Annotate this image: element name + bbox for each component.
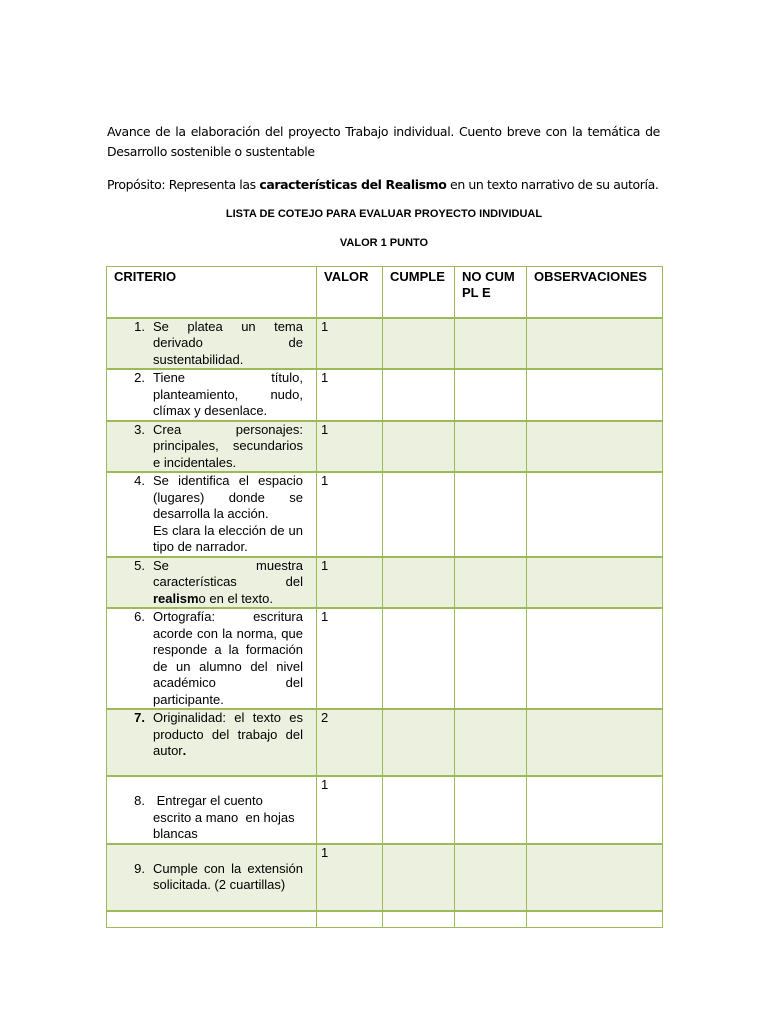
- observaciones-cell: [527, 776, 663, 844]
- criterion-number: 2.: [134, 370, 145, 385]
- criterion-text: Entregar el cuento escrito a mano en hojas blancas: [153, 793, 299, 841]
- observaciones-cell: [527, 709, 663, 776]
- criterion-cell: [107, 472, 317, 557]
- criterion-text-bold: realism: [153, 590, 199, 606]
- criterion-cell: [107, 608, 317, 709]
- value-title: VALOR 1 PUNTO: [339, 237, 429, 249]
- criterion-cell: [107, 911, 317, 928]
- table-row: [107, 472, 663, 557]
- criterion-number: 4.: [134, 473, 145, 488]
- intro-paragraph: Avance de la elaboración del proyecto Trabajo individual. Cuento breve con la temática de Desarrollo sostenible o sustentable: [107, 124, 660, 159]
- criterion-text: [153, 558, 303, 608]
- no-cumple-cell: [455, 608, 527, 709]
- no-cumple-cell: [455, 709, 527, 776]
- header-no-cumple: NO CUMPL E: [455, 267, 527, 318]
- cumple-cell: [383, 911, 455, 928]
- criterion-number: 7.: [134, 710, 145, 725]
- criterion-text-bold: .: [182, 743, 187, 758]
- cumple-cell: [383, 608, 455, 709]
- criterion-cell: [107, 318, 317, 370]
- value-cell: 1: [317, 608, 383, 709]
- criterion-text: [153, 710, 303, 760]
- criterion-text-part1: Se identifica el espacio (lugares) donde se desarrolla la acción.: [153, 473, 303, 521]
- criterion-text: Tiene título, planteamiento, nudo, clímax y desenlace.: [153, 370, 303, 418]
- table-row: [107, 369, 663, 421]
- checklist-table: [106, 266, 663, 928]
- table-row: [107, 844, 663, 911]
- header-observaciones: OBSERVACIONES: [527, 267, 663, 318]
- criterion-text: Cumple con la extensión solicitada. (2 cuartillas): [153, 860, 303, 892]
- value-cell: 1: [317, 421, 383, 473]
- value-cell: 1: [317, 776, 383, 844]
- value-cell: 1: [317, 369, 383, 421]
- cumple-cell: [383, 776, 455, 844]
- header-valor: VALOR: [317, 267, 383, 318]
- cumple-cell: [383, 472, 455, 557]
- table-row: [107, 421, 663, 473]
- cumple-cell: [383, 318, 455, 370]
- observaciones-cell: [527, 318, 663, 370]
- checklist-title: LISTA DE COTEJO PARA EVALUAR PROYECTO INDIVIDUAL: [225, 208, 543, 220]
- criterion-text-part1: Originalidad: el texto es producto del trabajo del autor: [153, 710, 303, 758]
- table-row: [107, 318, 663, 370]
- cumple-cell: [383, 557, 455, 609]
- criterion-text: Ortografía: escritura acorde con la norma, que responde a la formación de un alumno del nivel académico del participante.: [153, 609, 303, 707]
- table-row: [107, 776, 663, 844]
- criterion-text: [153, 473, 303, 556]
- criterion-text-part1: Se muestra características del: [153, 557, 303, 589]
- purpose-prefix: Propósito: Representa las: [107, 177, 260, 192]
- header-cumple: CUMPLE: [383, 267, 455, 318]
- observaciones-cell: [527, 557, 663, 609]
- criterion-cell: [107, 776, 317, 844]
- criterion-number: 5.: [134, 557, 145, 573]
- observaciones-cell: [527, 472, 663, 557]
- criterion-number: 9.: [134, 860, 145, 876]
- no-cumple-cell: [455, 844, 527, 911]
- observaciones-cell: [527, 421, 663, 473]
- table-row: [107, 557, 663, 609]
- value-cell: 1: [317, 318, 383, 370]
- criterion-text: Crea personajes: principales, secundarios e incidentales.: [153, 421, 303, 470]
- no-cumple-cell: [455, 369, 527, 421]
- criterion-text-part2: Es clara la elección de un tipo de narrador.: [153, 522, 303, 554]
- cumple-cell: [383, 369, 455, 421]
- value-cell: 1: [317, 472, 383, 557]
- criterion-number: 8.: [134, 793, 145, 808]
- criterion-cell: [107, 709, 317, 776]
- cumple-cell: [383, 421, 455, 473]
- value-cell: 1: [317, 557, 383, 609]
- table-row: [107, 911, 663, 928]
- criterion-number: 3.: [134, 421, 145, 437]
- value-cell: 1: [317, 844, 383, 911]
- no-cumple-cell: [455, 318, 527, 370]
- no-cumple-cell: [455, 472, 527, 557]
- observaciones-cell: [527, 608, 663, 709]
- criterion-number: 1.: [134, 318, 145, 334]
- purpose-bold: características del Realismo: [259, 177, 447, 192]
- observaciones-cell: [527, 911, 663, 928]
- criterion-cell: [107, 369, 317, 421]
- criterion-cell: [107, 557, 317, 609]
- criterion-cell: [107, 844, 317, 911]
- no-cumple-cell: [455, 776, 527, 844]
- cumple-cell: [383, 844, 455, 911]
- criterion-number: 6.: [134, 609, 145, 624]
- header-criterio: CRITERIO: [107, 267, 317, 318]
- observaciones-cell: [527, 369, 663, 421]
- observaciones-cell: [527, 844, 663, 911]
- no-cumple-cell: [455, 421, 527, 473]
- no-cumple-cell: [455, 911, 527, 928]
- table-header-row: [107, 267, 663, 318]
- cumple-cell: [383, 709, 455, 776]
- criterion-cell: [107, 421, 317, 473]
- value-cell: 2: [317, 709, 383, 776]
- table-row: [107, 709, 663, 776]
- purpose-suffix: en un texto narrativo de su autoría.: [446, 177, 659, 192]
- purpose-paragraph: [107, 175, 667, 195]
- criterion-text-part2: o en el texto.: [198, 590, 273, 606]
- no-cumple-cell: [455, 557, 527, 609]
- table-row: [107, 608, 663, 709]
- value-cell: [317, 911, 383, 928]
- criterion-text: Se platea un tema derivado de sustentabilidad.: [153, 318, 303, 367]
